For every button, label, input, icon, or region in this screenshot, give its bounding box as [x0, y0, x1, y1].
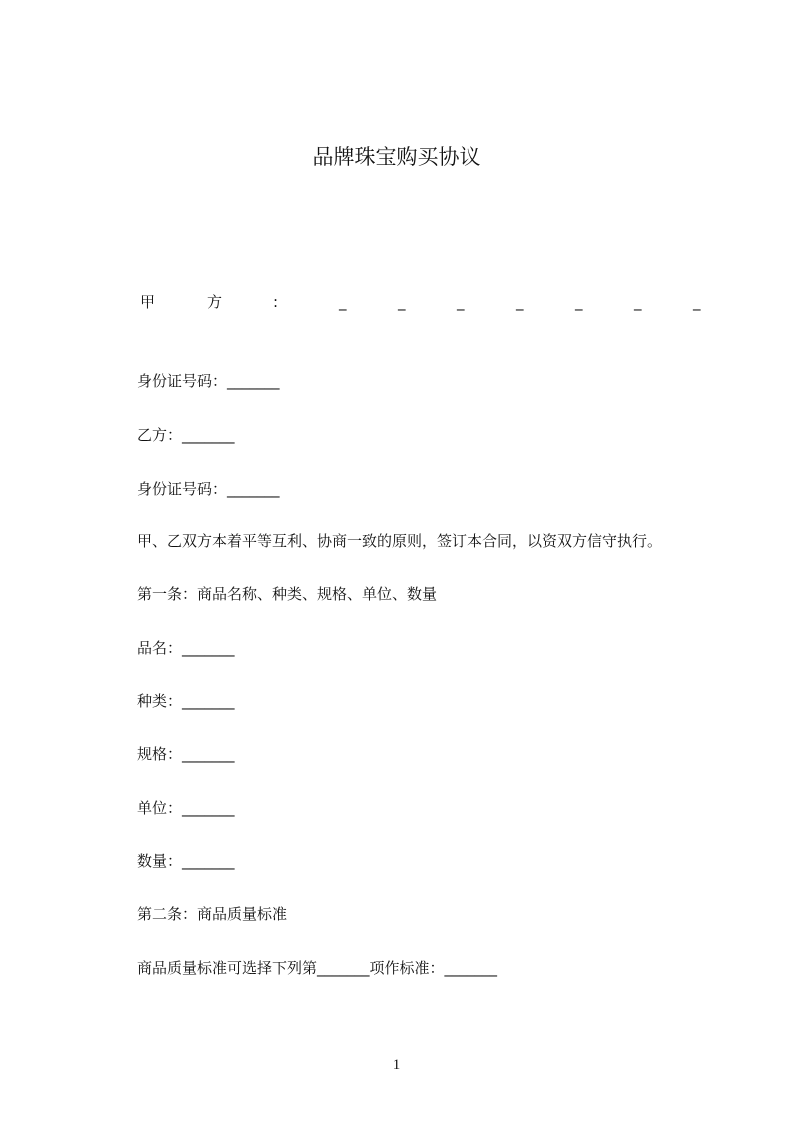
quality-standard-line: 商品质量标准可选择下列第_______项作标准：_______ — [137, 959, 498, 977]
party-a-char-1: 甲 — [140, 293, 156, 311]
product-spec-line: 规格：_______ — [137, 745, 235, 763]
document-title: 品牌珠宝购买协议 — [312, 145, 481, 169]
article-1-heading: 第一条：商品名称、种类、规格、单位、数量 — [137, 585, 438, 603]
product-quantity-line: 数量：_______ — [137, 852, 235, 870]
page-number: 1 — [392, 1057, 401, 1073]
product-unit-line: 单位：_______ — [137, 799, 235, 817]
product-type-line: 种类：_______ — [137, 692, 235, 710]
party-a-blank: _ — [634, 293, 642, 311]
party-a-id-line: 身份证号码：_______ — [137, 372, 280, 390]
party-b-id-line: 身份证号码：_______ — [137, 480, 280, 498]
party-a-colon: : — [273, 293, 279, 311]
preamble-paragraph: 甲、乙双方本着平等互利、协商一致的原则，签订本合同，以资双方信守执行。 — [137, 532, 663, 550]
party-a-blank: _ — [693, 293, 701, 311]
party-a-line — [137, 290, 707, 314]
party-a-char-2: 方 — [207, 293, 223, 311]
product-name-line: 品名：_______ — [137, 639, 235, 657]
party-a-blank: _ — [516, 293, 524, 311]
party-a-blank: _ — [339, 293, 347, 311]
party-a-blank: _ — [457, 293, 465, 311]
party-a-blank: _ — [398, 293, 406, 311]
party-a-blank: _ — [575, 293, 583, 311]
article-2-heading: 第二条：商品质量标准 — [137, 905, 288, 923]
party-b-line: 乙方：_______ — [137, 426, 235, 444]
